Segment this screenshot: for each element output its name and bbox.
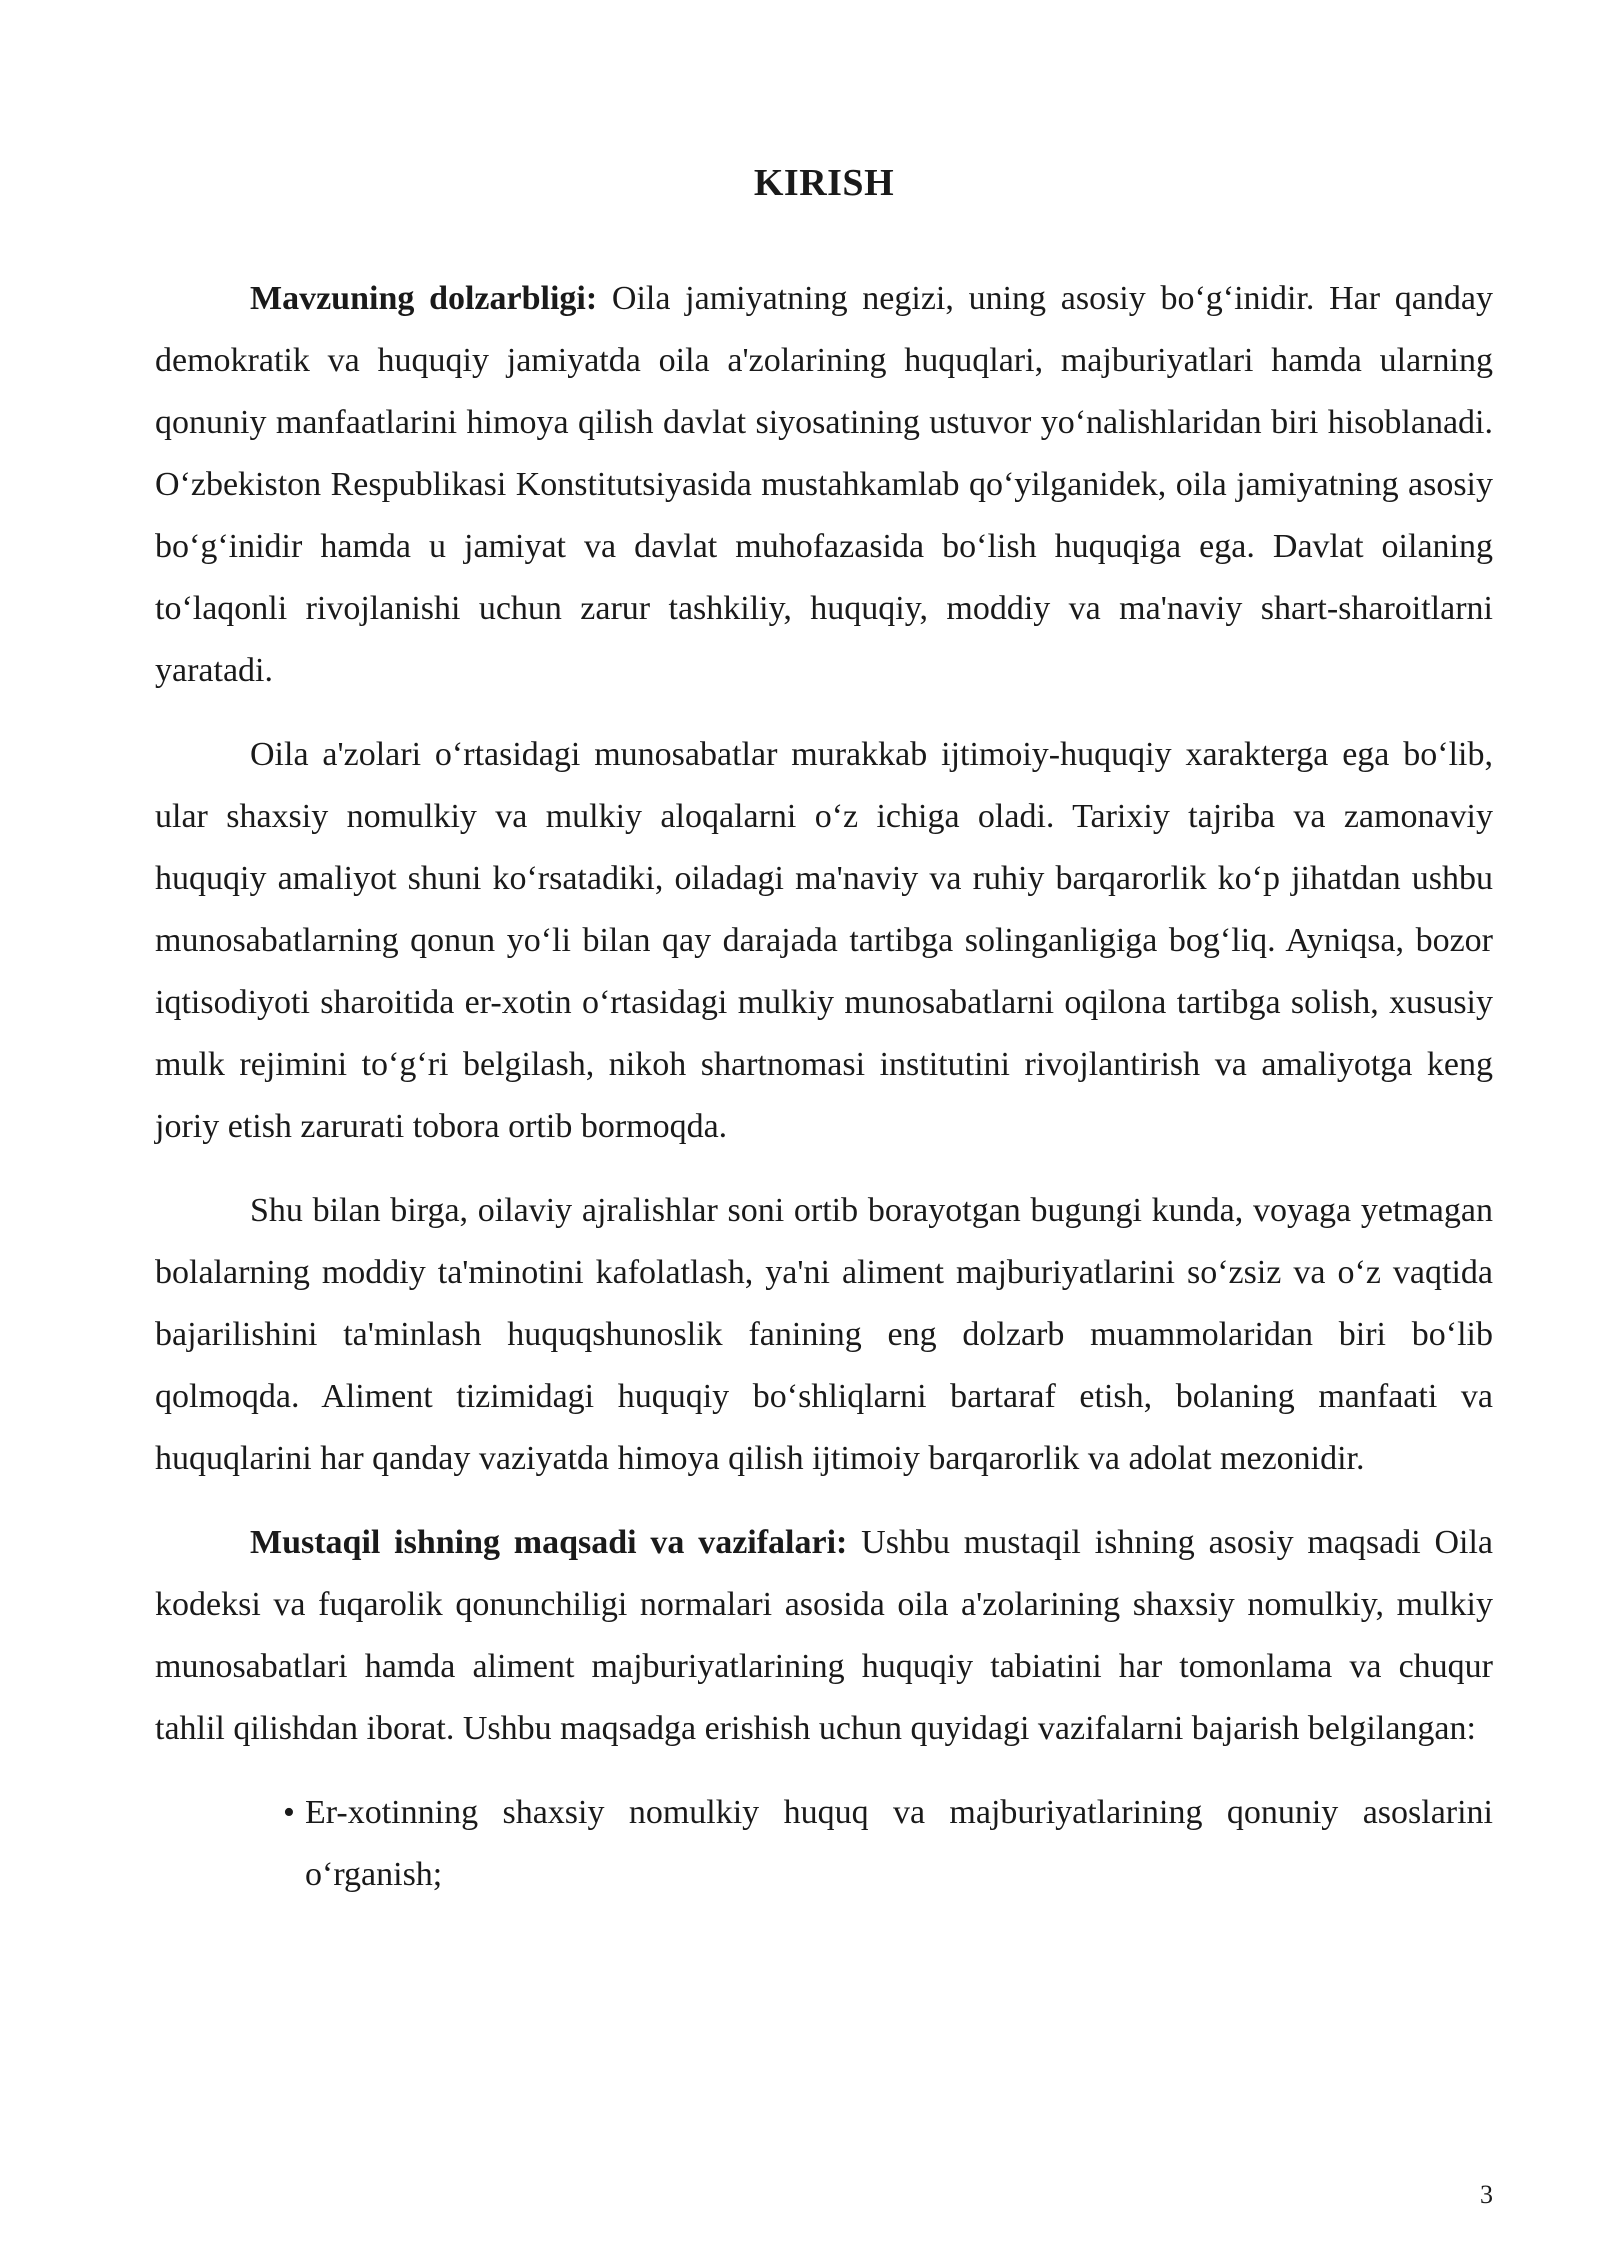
paragraph-relevance-text: Oila jamiyatning negizi, uning asosiy bo‘g‘inidir. Har qanday demokratik va huquqiy jamiyatda oila a'zolarining huquqlari, majburiyatlari hamda ularning qonuniy manfaatlarini himoya qilish davlat siyosatining ustuvor yo‘nalishlaridan biri hisoblanadi. O‘zbekiston Respublikasi Konstitutsiyasida mustahkamlab qo‘yilganidek, oila jamiyatning asosiy bo‘g‘inidir hamda u jamiyat va davlat muhofazasida bo‘lish huquqiga ega. Davlat oilaning to‘laqonli rivojlanishi uchun zarur tashkiliy, huquqiy, moddiy va ma'naviy shart-sharoitlarni yaratadi. [155, 280, 1493, 689]
task-list [155, 1782, 1493, 1906]
paragraph-goals-text: Ushbu mustaqil ishning asosiy maqsadi Oila kodeksi va fuqarolik qonunchiligi normalari asosida oila a'zolarining shaxsiy nomulkiy, mulkiy munosabatlari hamda aliment majburiyatlarining huquqiy tabiatini har tomonlama va chuqur tahlil qilishdan iborat. Ushbu maqsadga erishish uchun quyidagi vazifalarni bajarish belgilangan: [155, 1524, 1493, 1747]
list-item-text: Er-xotinning shaxsiy nomulkiy huquq va majburiyatlarining qonuniy asoslarini o‘rganish; [305, 1794, 1493, 1893]
page-title: KIRISH [753, 162, 895, 204]
paragraph-goals-heading: Mustaqil ishning maqsadi va vazifalari: [250, 1524, 848, 1561]
bullet-icon: • [283, 1794, 295, 1831]
paragraph-family-relations: Oila a'zolari o‘rtasidagi munosabatlar murakkab ijtimoiy-huquqiy xarakterga ega bo‘lib, ular shaxsiy nomulkiy va mulkiy aloqalarni o‘z ichiga oladi. Tarixiy tajriba va zamonaviy huquqiy amaliyot shuni ko‘rsatadiki, oiladagi ma'naviy va ruhiy barqarorlik ko‘p jihatdan ushbu munosabatlarning qonun yo‘li bilan qay darajada tartibga solinganligiga bog‘liq. Ayniqsa, bozor iqtisodiyoti sharoitida er-xotin o‘rtasidagi mulkiy munosabatlarni oqilona tartibga solish, xususiy mulk rejimini to‘g‘ri belgilash, nikoh shartnomasi institutini rivojlantirish va amaliyotga keng joriy etish zarurati tobora ortib bormoqda. [155, 736, 1493, 1145]
paragraph-alimony: Shu bilan birga, oilaviy ajralishlar soni ortib borayotgan bugungi kunda, voyaga yetmagan bolalarning moddiy ta'minotini kafolatlash, ya'ni aliment majburiyatlarini so‘zsiz va o‘z vaqtida bajarilishini ta'minlash huquqshunoslik fanining eng dolzarb muammolaridan biri bo‘lib qolmoqda. Aliment tizimidagi huquqiy bo‘shliqlarni bartaraf etish, bolaning manfaati va huquqlarini har qanday vaziyatda himoya qilish ijtimoiy barqarorlik va adolat mezonidir. [155, 1192, 1493, 1477]
paragraph-goals [155, 1512, 1493, 1760]
paragraph-relevance-heading: Mavzuning dolzarbligi: [250, 280, 598, 317]
list-item [283, 1782, 1493, 1906]
paragraph-relevance [155, 268, 1493, 702]
page-number: 3 [1480, 2180, 1493, 2209]
document-page [155, 160, 1493, 1906]
